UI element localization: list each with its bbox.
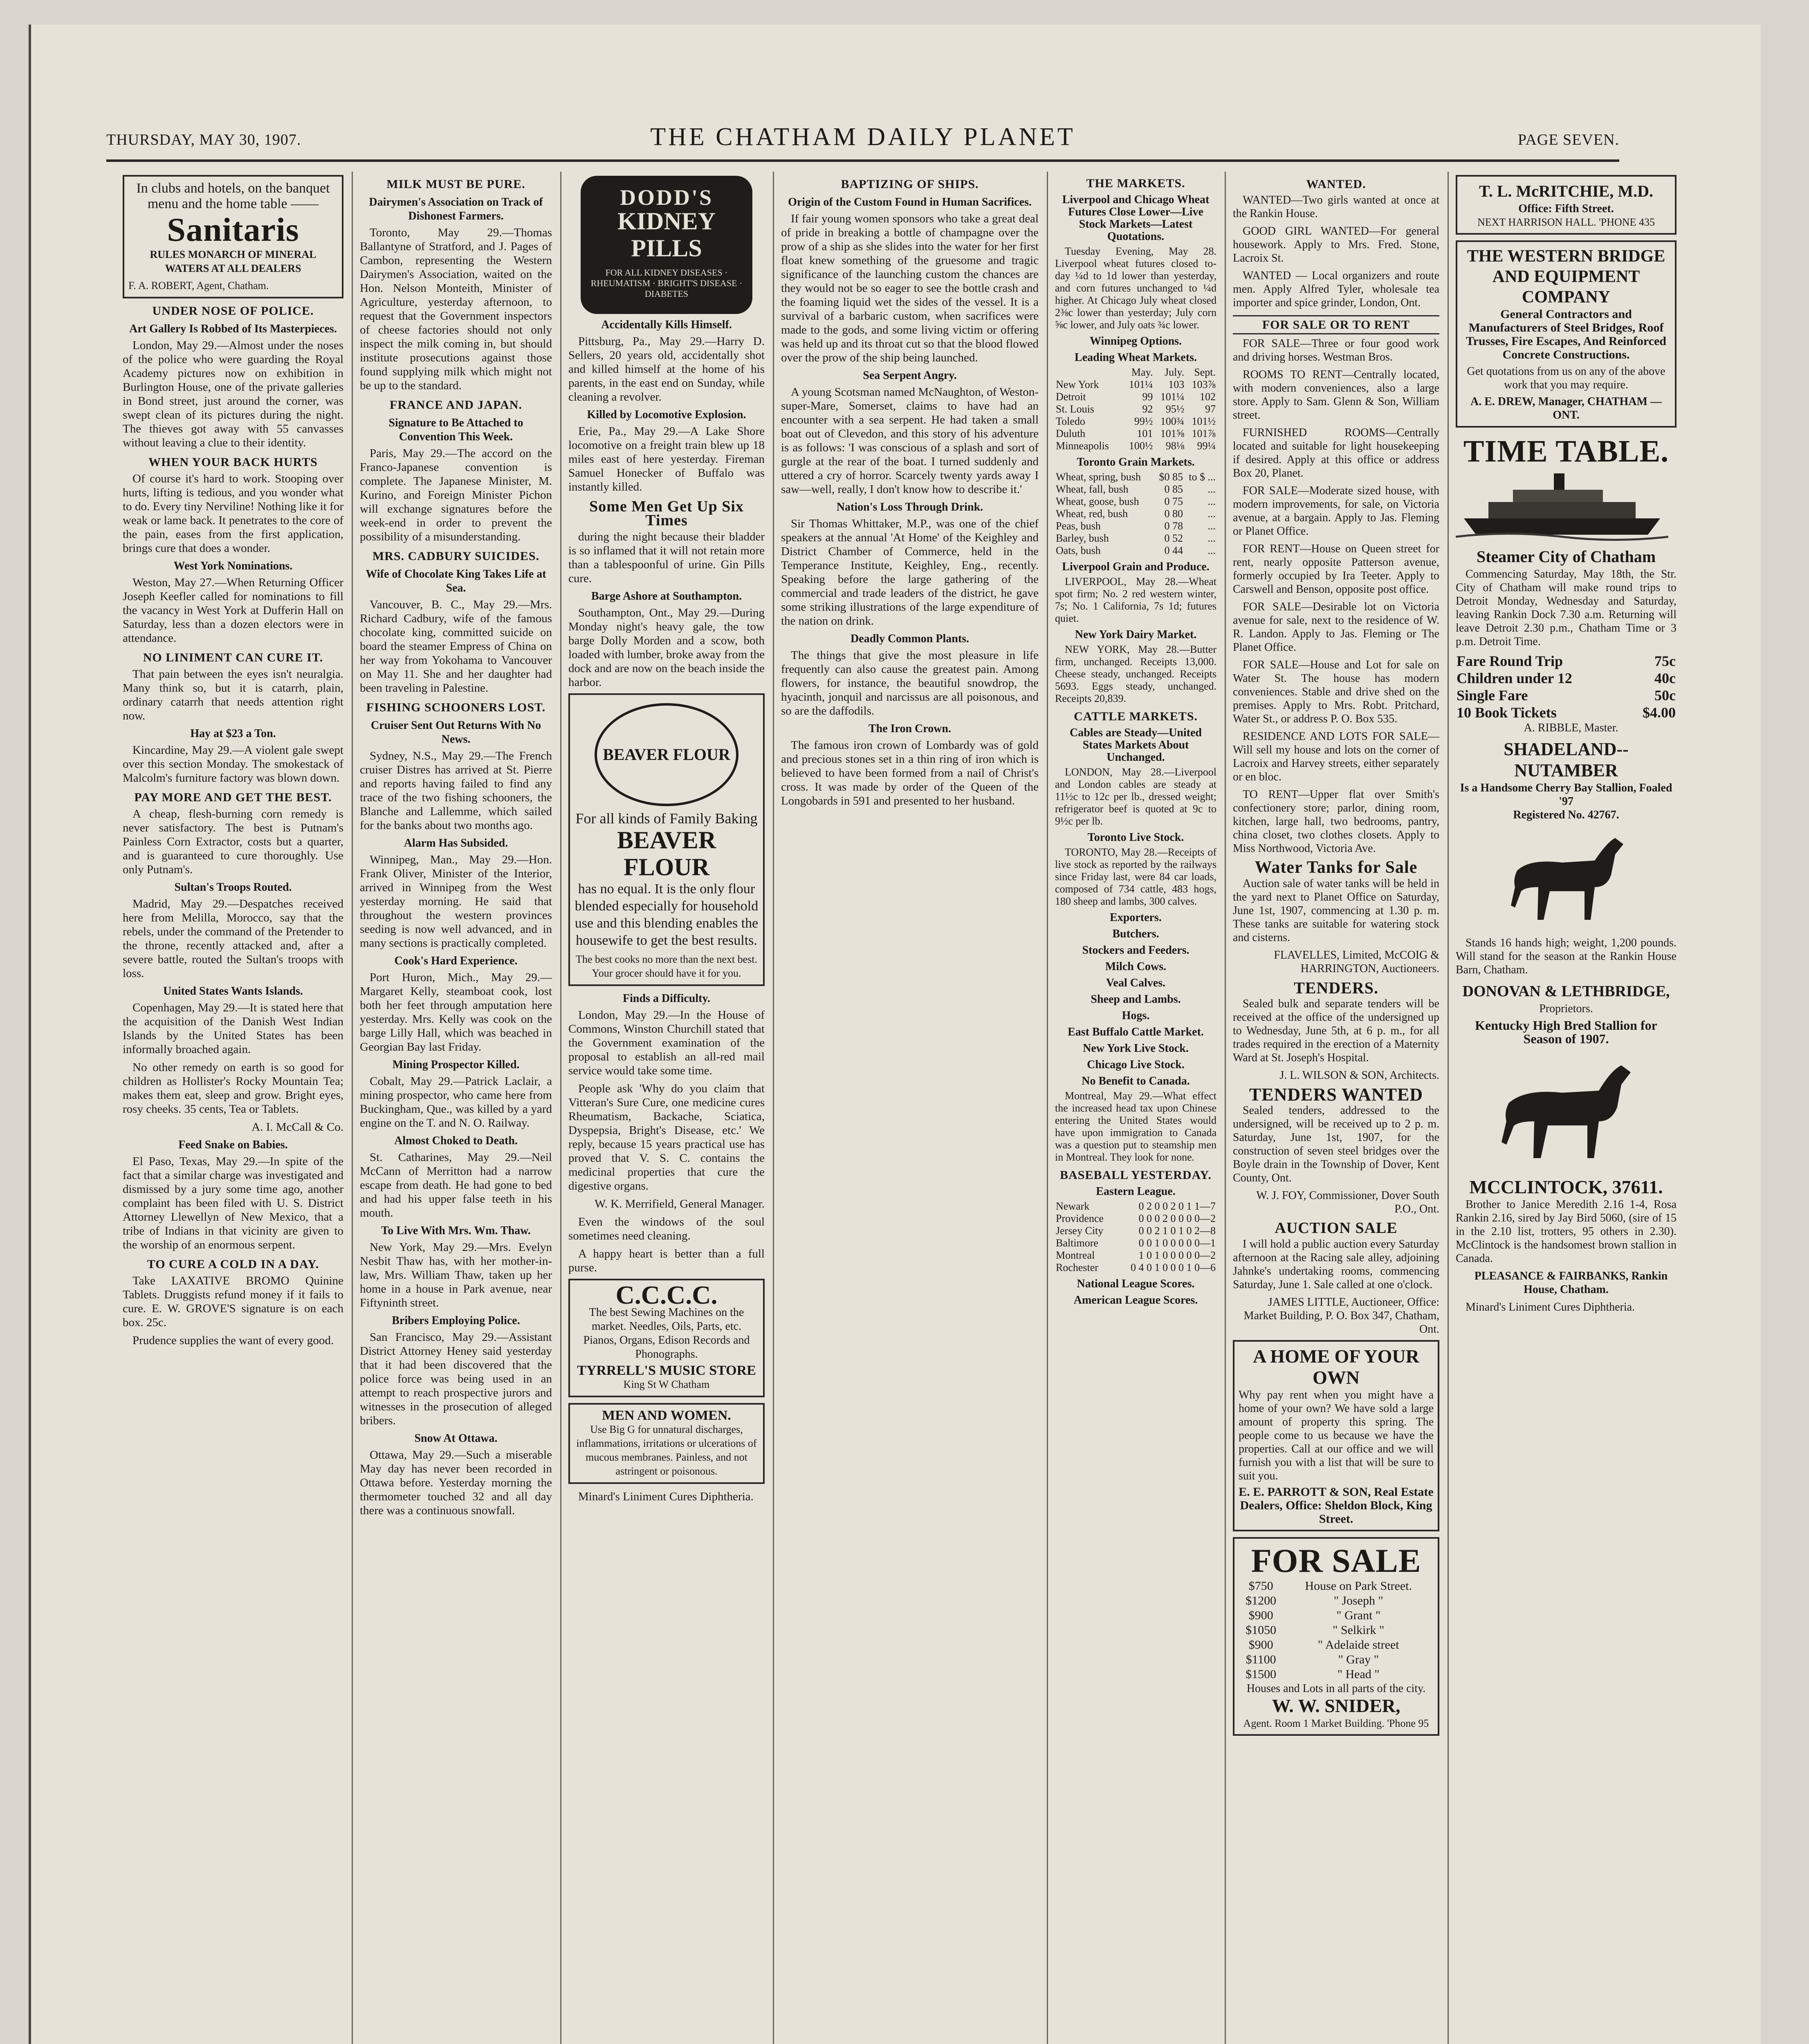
article-text: Pittsburg, Pa., May 29.—Harry D. Sellers, 20 years old, accidentally shot and killed himself at the home of his parents, in the east end on Sunday, while cleaning a revolver. bbox=[568, 335, 765, 403]
headline: Mining Prospector Killed. bbox=[392, 1058, 520, 1071]
ad-body: General Contractors and Manufacturers of Steel Bridges, Roof Trusses, Fire Escapes, And Reinforced Concrete Constructions. bbox=[1466, 307, 1666, 361]
ad-signature: A. I. McCall & Co. bbox=[251, 1121, 343, 1134]
masthead bbox=[106, 123, 1619, 162]
ad-phone: NEXT HARRISON HALL. 'PHONE 435 bbox=[1477, 216, 1655, 228]
steamer-icon bbox=[1456, 469, 1668, 543]
headline: Liverpool Grain and Produce. bbox=[1062, 560, 1210, 573]
ad-body: Brother to Janice Meredith 2.16 1-4, Rosa Rankin 2.16, sired by Jay Bird 5060, (sire of 15 in the 2.10 list, trotters, 95 others in 2.30). McClintock is the handsomest brown stallion in Canada. bbox=[1456, 1198, 1677, 1265]
subheadline: Dairymen's Association on Track of Dishonest Farmers. bbox=[369, 196, 543, 222]
headline: No Benefit to Canada. bbox=[1082, 1075, 1190, 1087]
beaver-flour-ad bbox=[568, 693, 765, 986]
table-row: $1500 " Head " bbox=[1246, 1667, 1380, 1681]
subheadline: Art Gallery Is Robbed of Its Masterpieces. bbox=[129, 323, 337, 335]
classified-ad: FOR SALE—House and Lot for sale on Water St. The house has modern conveniences. Stable and drive shed on the premises. Apply to Mrs. Robt. Pritchard, Water St., or address P. O. Box 535. bbox=[1233, 659, 1439, 725]
fares-table bbox=[1456, 652, 1677, 721]
article-text: Kincardine, May 29.—A violent gale swept over this section Monday. The smokestack of Malcolm's furniture factory was blown down. bbox=[123, 744, 343, 784]
headline: East Buffalo Cattle Market. bbox=[1068, 1026, 1204, 1038]
table-row: Detroit 99 101¼ 102 bbox=[1056, 391, 1216, 403]
classified-ad: FOR SALE—Three or four good work and driving horses. Westman Bros. bbox=[1233, 337, 1439, 363]
article-text: A happy heart is better than a full purse. bbox=[568, 1247, 765, 1274]
headline: Sultan's Troops Routed. bbox=[174, 881, 292, 894]
steamer-name: Steamer City of Chatham bbox=[1476, 547, 1656, 566]
ad-signature: FLAVELLES, Limited, McCOIG & HARRINGTON, Auctioneers. bbox=[1274, 949, 1439, 975]
headline: BASEBALL YESTERDAY. bbox=[1060, 1168, 1212, 1182]
table-row: Duluth 101 101⅝ 101⅞ bbox=[1056, 428, 1216, 439]
ad-note: Houses and Lots in all parts of the city. bbox=[1246, 1682, 1426, 1695]
headline: BAPTIZING OF SHIPS. bbox=[841, 177, 979, 191]
headline: Winnipeg Options. bbox=[1089, 335, 1182, 347]
headline: New York Dairy Market. bbox=[1075, 628, 1197, 641]
article-text: Southampton, Ont., May 29.—During Monday night's heavy gale, the tow barge Dolly Morden and a scow, both loaded with lumber, broke away from the dock and are now on the beach inside the harbor. bbox=[568, 606, 765, 689]
headline: Some Men Get Up Six Times bbox=[589, 498, 744, 529]
article-text: People ask 'Why do you claim that Vitteran's Sure Cure, one medicine cures Rheumatism, Backache, Sciatica, Dyspepsia, Bright's Disease, etc.' We reply, because 15 years practical use has proved that V. S. C. contains the medicinal properties that cure the digestive organs. bbox=[568, 1082, 765, 1192]
column-rule bbox=[773, 172, 774, 2044]
headline: Eastern League. bbox=[1096, 1185, 1176, 1198]
article-text: Copenhagen, May 29.—It is stated here that the acquisition of the Danish West Indian Islands by the United States has been informally broached again. bbox=[123, 1001, 343, 1056]
article-text: A cheap, flesh-burning corn remedy is never satisfactory. The best is Putnam's Painless Corn Extractor, costs but a quarter, and is guaranteed to cure thoroughly. Use only Putnam's. bbox=[123, 807, 343, 876]
headline: United States Wants Islands. bbox=[163, 985, 303, 997]
ad-footnote: The best cooks no more than the next best. Your grocer should have it for you. bbox=[575, 953, 758, 979]
subheadline: Cruiser Sent Out Returns With No News. bbox=[370, 719, 541, 746]
article-text: Toronto, May 29.—Thomas Ballantyne of Stratford, and J. Pages of Cambon, representing the Western Dairymen's Association, waited on the Hon. Nelson Monteith, Minister of Agriculture, yesterday afternoon, to request that the Government inspectors of cheese factories should not only inspect the milk coming in, but should institute prosecutions against those found supplying milk which might not be up to the standard. bbox=[360, 226, 552, 392]
ad-body: Use Big G for unnatural discharges, inflammations, irritations or ulcerations of mucous membranes. Painless, and not astringent or poisonous. bbox=[576, 1423, 757, 1477]
big-g-ad bbox=[568, 1403, 765, 1484]
column-rule bbox=[1225, 172, 1226, 2044]
horse-icon bbox=[1493, 826, 1640, 932]
ad-signature: W. J. FOY, Commissioner, Dover South P.O., Ont. bbox=[1256, 1189, 1439, 1215]
article-text: El Paso, Texas, May 29.—In spite of the fact that a similar charge was investigated and dismissed by a jury some time ago, another complaint has been filed with U. S. District Attorney Llewellyn of New Mexico, that a tribe of Indians in that vicinity are given to the worship of an enormous serpent. bbox=[123, 1155, 343, 1251]
headline: Cook's Hard Experience. bbox=[394, 955, 518, 967]
classified-ad: WANTED—Two girls wanted at once at the Rankin House. bbox=[1233, 194, 1439, 220]
headline: TO CURE A COLD IN A DAY. bbox=[147, 1257, 319, 1271]
ad-store: TYRRELL'S MUSIC STORE bbox=[577, 1363, 756, 1378]
table-row: Wheat, goose, bush 0 75 ... bbox=[1056, 495, 1216, 507]
table-row: Children under 12 40c bbox=[1457, 670, 1676, 686]
article-text: Take LAXATIVE BROMO Quinine Tablets. Druggists refund money if it fails to cure. E. W. GROVE'S signature is on each box. 25c. bbox=[123, 1274, 343, 1329]
table-row: Baltimore 0 0 1 0 0 0 0 0—1 bbox=[1056, 1237, 1216, 1249]
article-text: Sydney, N.S., May 29.—The French cruiser Distres has arrived at St. Pierre and reports having failed to find any trace of the two fishing schooners, the Blanche and Lallemme, which sailed for the banks about two months ago. bbox=[360, 749, 552, 832]
subheadline: Wife of Chocolate King Takes Life at Sea. bbox=[366, 568, 546, 594]
table-row: Toledo 99½ 100¾ 101½ bbox=[1056, 415, 1216, 427]
ad-headline: Kentucky High Bred Stallion for Season of 1907. bbox=[1475, 1018, 1657, 1046]
houses-table bbox=[1239, 1579, 1434, 1682]
table-row: Montreal 1 0 1 0 0 0 0 0—2 bbox=[1056, 1249, 1216, 1261]
ad-body: Why pay rent when you might have a home of your own? We have sold a large amount of property this spring. The people come to us because we have the properties. Call at our office and we will furnish you with a list that will be sure to suit you. bbox=[1239, 1389, 1434, 1482]
ad-brand: DODD'S bbox=[619, 185, 714, 210]
table-row: Fare Round Trip 75c bbox=[1457, 653, 1676, 669]
ad-lead: In clubs and hotels, on the banquet menu and the home table —— bbox=[136, 181, 330, 211]
column-rule bbox=[1047, 172, 1048, 2044]
article-text: LIVERPOOL, May 28.—Wheat spot firm; No. 2 red western winter, 7s; No. 1 California, 7s 1d; futures quiet. bbox=[1055, 576, 1216, 624]
ad-product: KIDNEY PILLS bbox=[617, 208, 716, 262]
ad-address: Office: Fifth Street. bbox=[1518, 202, 1614, 215]
headline: Accidentally Kills Himself. bbox=[601, 318, 732, 331]
table-row: $1050 " Selkirk " bbox=[1246, 1623, 1385, 1637]
ad-signature: JAMES LITTLE, Auctioneer, Office: Market Building, P. O. Box 347, Chatham, Ont. bbox=[1243, 1296, 1439, 1336]
ad-body: I will hold a public auction every Saturday afternoon at the Racing sale alley, adjoining Jahnke's undertaking rooms, commencing Saturday, June 1. Sale called at one o'clock. bbox=[1233, 1238, 1439, 1291]
ad-headline: TENDERS. bbox=[1294, 979, 1378, 997]
article-text: The famous iron crown of Lombardy was of gold and precious stones set in a thin ring of iron which is believed to have been formed from a nail of Christ's cross. It was made by order of the Queen of the Longobards in 591 and presented to her husband. bbox=[781, 739, 1039, 807]
for-sale-ad bbox=[1233, 1537, 1439, 1736]
article-text: Minard's Liniment Cures Diphtheria. bbox=[578, 1490, 754, 1503]
ad-agent: W. W. SNIDER, bbox=[1272, 1695, 1401, 1716]
western-bridge-ad bbox=[1456, 240, 1677, 428]
ad-body: has no equal. It is the only flour blended especially for household use and this blending enables the housewife to get the best results. bbox=[575, 881, 759, 948]
article-text: St. Catharines, May 29.—Neil McCann of Merritton had a narrow escape from death. He had gone to bed and had his upper false teeth in his mouth. bbox=[360, 1151, 552, 1219]
headline: Toronto Grain Markets. bbox=[1077, 456, 1195, 468]
classified-ad: FOR RENT—House on Queen street for rent, nearly opposite Patterson avenue, formerly occupied by Ira Teeter. Apply to Carswell and Benson, opposite post office. bbox=[1233, 542, 1439, 596]
table-row: Wheat, spring, bush $0 85 to $ ... bbox=[1056, 471, 1216, 483]
ad-headline: DONOVAN & LETHBRIDGE, bbox=[1462, 983, 1670, 1000]
subheadline: Signature to Be Attached to Convention This Week. bbox=[388, 417, 523, 443]
ad-brand: C.C.C.C. bbox=[615, 1280, 718, 1309]
ad-tagline: RULES MONARCH OF MINERAL WATERS AT ALL DEALERS bbox=[150, 249, 316, 274]
table-row: Wheat, red, bush 0 80 ... bbox=[1056, 508, 1216, 520]
headline: Deadly Common Plants. bbox=[850, 632, 970, 645]
ad-headline: TENDERS WANTED bbox=[1249, 1085, 1423, 1105]
column-4 bbox=[781, 172, 1039, 2044]
column-2 bbox=[360, 172, 552, 2044]
headline: The Iron Crown. bbox=[868, 722, 951, 735]
article-text: Weston, May 27.—When Returning Officer Joseph Keefler called for nominations to fill the vacancy in West York at Dufferin Hall on Saturday, less than a dozen electors were in attendance. bbox=[123, 576, 343, 645]
ad-signature: W. K. Merrifield, General Manager. bbox=[594, 1197, 765, 1210]
headline: Sheep and Lambs. bbox=[1091, 993, 1181, 1006]
table-row: Jersey City 0 0 2 1 0 1 0 2—8 bbox=[1056, 1225, 1216, 1237]
sanitaris-ad bbox=[123, 175, 343, 298]
table-header: Sept. bbox=[1194, 366, 1216, 378]
ad-headline: MEN AND WOMEN. bbox=[602, 1408, 731, 1423]
classified-ad: GOOD GIRL WANTED—For general housework. Apply to Mrs. Fred. Stone, Lacroix St. bbox=[1233, 225, 1439, 264]
ad-headline: A HOME OF YOUR OWN bbox=[1253, 1346, 1419, 1388]
newspaper-title: THE CHATHAM DAILY PLANET bbox=[650, 123, 1075, 151]
article-text: LONDON, May 28.—Liverpool and London cables are steady at 11½c to 12c per lb., dressed weight; refrigerator beef is quoted at 9c to 9½c per lb. bbox=[1055, 766, 1216, 827]
classified-ad: ROOMS TO RENT—Centrally located, with modern conveniences, also a large store. Apply to Sam. Glenn & Son, William street. bbox=[1233, 368, 1439, 421]
column-6 bbox=[1233, 172, 1439, 2044]
ad-brand: Sanitaris bbox=[167, 211, 299, 248]
headline: Exporters. bbox=[1110, 911, 1162, 924]
mcritchie-card bbox=[1456, 175, 1677, 235]
classified-ad: FOR SALE—Moderate sized house, with modern improvements, for sale, on Victoria avenue, at a bargain. Apply to Jas. Fleming or Planet Office. bbox=[1233, 484, 1439, 538]
ad-tagline: FOR ALL KIDNEY DISEASES · RHEUMATISM · BRIGHT'S DISEASE · DIABETES bbox=[590, 267, 743, 299]
table-row: Newark 0 2 0 0 2 0 1 1—7 bbox=[1056, 1200, 1216, 1212]
stallion-name: MCCLINTOCK, 37611. bbox=[1469, 1177, 1663, 1197]
article-text: If fair young women sponsors who take a great deal of pride in breaking a bottle of champagne over the prow of a ship as she slides into the water for her first float knew something of the gruesome and tragic significance of the launching custom the chances are they would not be so eager to see the bottle crash and the foaming liquid wet the sides of the vessel. It is a survival of a barbaric custom, when sacrifices were made to the gods, and some living victim or offering was held up and its throat cut so that the blood flowed over the prow of the ship being launched. bbox=[781, 212, 1039, 364]
ad-address: King St W Chatham bbox=[623, 1378, 710, 1390]
ad-signature: J. L. WILSON & SON, Architects. bbox=[1279, 1069, 1439, 1082]
headline: National League Scores. bbox=[1077, 1278, 1195, 1290]
headline: American League Scores. bbox=[1073, 1294, 1198, 1307]
classified-ad: FURNISHED ROOMS—Centrally located and suitable for light housekeeping if desired. Apply at this office or address Box 20, Planet. bbox=[1233, 426, 1439, 480]
headline: Barge Ashore at Southampton. bbox=[591, 590, 742, 603]
stallion-heading: SHADELAND--NUTAMBER bbox=[1504, 739, 1629, 780]
timetable-heading: TIME TABLE. bbox=[1463, 434, 1669, 468]
article-text: NEW YORK, May 28.—Butter firm, unchanged. Receipts 13,000. Cheese steady, unchanged. Receipts 5693. Eggs steady, unchanged. Receipts 20,839. bbox=[1055, 643, 1216, 704]
headline: UNDER NOSE OF POLICE. bbox=[152, 304, 314, 318]
ad-name: T. L. McRITCHIE, M.D. bbox=[1479, 182, 1653, 200]
stallion-subheading: Is a Handsome Cherry Bay Stallion, Foaled '97 bbox=[1460, 782, 1672, 808]
ad-body: Stands 16 hands high; weight, 1,200 pounds. Will stand for the season at the Rankin House Barn, Chatham. bbox=[1456, 937, 1677, 976]
article-text: Montreal, May 29.—What effect the increased head tax upon Chinese entering the United States would have upon immigration to Canada was a question put to steamship men in Montreal. They look for none. bbox=[1055, 1090, 1216, 1163]
article-text: Madrid, May 29.—Despatches received here from Melilla, Morocco, say that the rebels, under the command of the Pretender to the throne, recently attacked and, after a severe battle, routed the Sultan's troops with loss. bbox=[123, 897, 343, 980]
article-text: No other remedy on earth is so good for children as Hollister's Rocky Mountain Tea; makes them eat, sleep and grow. Bright eyes, rosy cheeks. 35 cents, Tea or Tablets. bbox=[123, 1061, 343, 1116]
table-row: 10 Book Tickets $4.00 bbox=[1457, 704, 1676, 721]
page-number: PAGE SEVEN. bbox=[1517, 131, 1619, 148]
table-row: New York 101¼ 103 103⅞ bbox=[1056, 379, 1216, 390]
ad-body: Sealed bulk and separate tenders will be received at the office of the undersigned up to Wednesday, June 5th, at 6 p. m., for all trades required in the erection of a Maternity Ward at St. Joseph's Hospital. bbox=[1233, 997, 1439, 1064]
column-rule bbox=[1448, 172, 1449, 2044]
headline: Nation's Loss Through Drink. bbox=[836, 501, 983, 513]
column-3 bbox=[568, 172, 765, 2044]
ad-lead: For all kinds of Family Baking bbox=[575, 810, 758, 827]
ad-signature: A. RIBBLE, Master. bbox=[1524, 722, 1618, 734]
ad-note: Get quotations from us on any of the above work that you may require. bbox=[1467, 365, 1665, 391]
article-text: Ottawa, May 29.—Such a miserable May day has never been recorded in Ottawa before. Yesterday morning the thermometer touched 32 and all day there was a continuous snowfall. bbox=[360, 1448, 552, 1517]
cccc-sewing-ad bbox=[568, 1279, 765, 1397]
classified-ad: TO RENT—Upper flat over Smith's confectionery store; parlor, dining room, kitchen, large hall, two bedrooms, pantry, china closet, two clothes closets. Apply to Miss Northwood, Victoria Ave. bbox=[1233, 788, 1439, 855]
article-text: Erie, Pa., May 29.—A Lake Shore locomotive on a freight train blew up 18 miles east of here yesterday. Fireman Samuel Honecker of Buffalo was instantly killed. bbox=[568, 425, 765, 493]
article-text: Minard's Liniment Cures Diphtheria. bbox=[1466, 1301, 1635, 1313]
ad-headline: AUCTION SALE bbox=[1275, 1219, 1398, 1237]
headline: Killed by Locomotive Explosion. bbox=[587, 408, 746, 421]
headline: Milch Cows. bbox=[1105, 960, 1167, 973]
column-7 bbox=[1456, 172, 1677, 2044]
headline: Bribers Employing Police. bbox=[392, 1314, 520, 1327]
table-row: $1200 " Joseph " bbox=[1246, 1594, 1383, 1607]
ad-body: The best Sewing Machines on the market. Needles, Oils, Parts, etc. Pianos, Organs, Edison Records and Phonographs. bbox=[583, 1306, 750, 1360]
headline: PAY MORE AND GET THE BEST. bbox=[134, 791, 332, 804]
table-row: Minneapolis 100½ 98⅛ 99¼ bbox=[1056, 440, 1216, 452]
subheadline: Cables are Steady—United States Markets About Unchanged. bbox=[1069, 726, 1202, 764]
ad-subheading: Proprietors. bbox=[1539, 1002, 1593, 1015]
headline: Snow At Ottawa. bbox=[414, 1432, 498, 1445]
table-row: Providence 0 0 0 2 0 0 0 0—2 bbox=[1056, 1213, 1216, 1224]
article-text: San Francisco, May 29.—Assistant District Attorney Heney said yesterday that it had been discovered that the police force was being used in an attempt to reach prospective jurors and witnesses in the prosecution of alleged bribers. bbox=[360, 1331, 552, 1427]
article-text: Sir Thomas Whittaker, M.P., was one of the chief speakers at the annual 'At Home' of the Keighley and District Chamber of Commerce, held in the Temperance Institute, Keighley, Eng., recently. Speaking before the large gathering of the commercial and trade leaders of the district, he gave some striking illustrations of the large expenditure of the nation on drink. bbox=[781, 517, 1039, 628]
table-row: Single Fare 50c bbox=[1457, 687, 1676, 704]
subheadline: Origin of the Custom Found in Human Sacrifices. bbox=[788, 196, 1032, 208]
article-text: Vancouver, B. C., May 29.—Mrs. Richard Cadbury, wife of the famous chocolate king, committed suicide on board the steamer Empress of China on her way from Yokohama to Vancouver on May 11. She and her daughter had been traveling in Palestine. bbox=[360, 598, 552, 695]
table-row: Oats, bush 0 44 ... bbox=[1056, 545, 1216, 556]
table-row: St. Louis 92 95½ 97 bbox=[1056, 403, 1216, 415]
stallion-registration: Registered No. 42767. bbox=[1513, 809, 1619, 821]
table-row: Wheat, fall, bush 0 85 ... bbox=[1056, 483, 1216, 495]
ad-address: Agent. Room 1 Market Building. 'Phone 95 bbox=[1243, 1717, 1429, 1729]
article-text: Paris, May 29.—The accord on the Franco-Japanese convention is complete. The Japanese Minister, M. Kurino, and Foreign Minister Pichon will exchange signatures before the week-end in order to prevent the possibility of a misunderstanding. bbox=[360, 447, 552, 543]
table-header: May. bbox=[1131, 366, 1153, 378]
article-text: The things that give the most pleasure in life frequently can also cause the greatest pain. Among flowers, for instance, the beautiful snowdrop, the hyacinth, jonquil and narcissus are all poisonous, and so are the daffodils. bbox=[781, 649, 1039, 717]
column-5 bbox=[1055, 172, 1216, 2044]
table-row: $900 " Grant " bbox=[1248, 1609, 1381, 1622]
headline: NO LINIMENT CAN CURE IT. bbox=[143, 651, 323, 664]
headline: Alarm Has Subsided. bbox=[404, 837, 508, 849]
article-text: Port Huron, Mich., May 29.—Margaret Kelly, steamboat cook, lost both her feet through amputation here yesterday. Mrs. Kelly was cook on the barge Lilly Hall, which was beached in Georgian Bay last Friday. bbox=[360, 971, 552, 1053]
headline: Feed Snake on Babies. bbox=[178, 1139, 288, 1151]
ad-brand: THE WESTERN BRIDGE AND EQUIPMENT COMPANY bbox=[1467, 247, 1665, 307]
table-header bbox=[1055, 366, 1122, 379]
subheadline: Liverpool and Chicago Wheat Futures Close Lower—Live Stock Markets—Latest Quotations. bbox=[1062, 193, 1210, 243]
grain-markets-table bbox=[1055, 471, 1216, 557]
headline: MRS. CADBURY SUICIDES. bbox=[372, 549, 540, 563]
headline: MILK MUST BE PURE. bbox=[386, 177, 525, 191]
ad-body: Commencing Saturday, May 18th, the Str. City of Chatham will make round trips to Detroit Monday, Wednesday and Saturday, leaving Rankin Dock 7.30 a.m. Returning will leave Detroit 2.30 p.m., Chatham Time or 3 p.m. Detroit Time. bbox=[1456, 568, 1677, 648]
beaver-flour-emblem-icon: BEAVER FLOUR bbox=[595, 703, 738, 806]
article-text: during the night because their bladder is so inflamed that it will not retain more than a tablespoonful of urine. Gin Pills cure. bbox=[568, 530, 765, 585]
headline: Almost Choked to Death. bbox=[394, 1134, 518, 1147]
column-1 bbox=[123, 172, 343, 2044]
issue-date: THURSDAY, MAY 30, 1907. bbox=[106, 131, 301, 148]
column-rule bbox=[560, 172, 561, 2044]
headline: West York Nominations. bbox=[173, 560, 293, 572]
table-row: $750 House on Park Street. bbox=[1248, 1579, 1412, 1593]
home-of-your-own-ad bbox=[1233, 1340, 1439, 1531]
article-text: Even the windows of the soul sometimes need cleaning. bbox=[568, 1215, 765, 1242]
article-text: Winnipeg, Man., May 29.—Hon. Frank Oliver, Minister of the Interior, arrived in Winnipeg from the West yesterday morning. He said that throughout the western provinces seeding is now well advanced, and in many sections is practically completed. bbox=[360, 853, 552, 950]
headline: Butchers. bbox=[1112, 928, 1159, 940]
headline: FISHING SCHOONERS LOST. bbox=[366, 701, 546, 714]
headline: Toronto Live Stock. bbox=[1087, 831, 1184, 844]
headline: Veal Calves. bbox=[1106, 977, 1166, 989]
ad-signature: E. E. PARROTT & SON, Real Estate Dealers, Office: Sheldon Block, King Street. bbox=[1239, 1485, 1434, 1526]
headline: WHEN YOUR BACK HURTS bbox=[148, 455, 318, 469]
headline: Finds a Difficulty. bbox=[623, 992, 710, 1005]
table-row: $1100 " Gray " bbox=[1246, 1653, 1379, 1666]
article-text: Prudence supplies the want of every good. bbox=[132, 1334, 334, 1347]
article-text: Tuesday Evening, May 28. Liverpool wheat futures closed to-day ¼d to 1d lower than yesterday, and corn futures unchanged to ¼d higher. At Chicago July wheat closed 2⅜c lower than yesterday; July corn ⅝c lower, and July oats ¾c lower. bbox=[1055, 245, 1216, 331]
ad-body: Sealed tenders, addressed to the undersigned, will be received up to 2 p. m. Saturday, June 1st, 1907, for the construction of seven steel bridges over the Boyle drain in the Township of Dover, Kent County, Ont. bbox=[1233, 1104, 1439, 1184]
headline: Sea Serpent Angry. bbox=[863, 369, 957, 382]
classified-ad: RESIDENCE AND LOTS FOR SALE—Will sell my house and lots on the corner of Lacroix and Harvey streets, either separately or en bloc. bbox=[1233, 730, 1439, 783]
table-row: Barley, bush 0 52 ... bbox=[1056, 532, 1216, 544]
article-text: A young Scotsman named McNaughton, of Weston-super-Mare, Somerset, claims to have had an encounter with a sea serpent. He had taken a small boat out of Clevedon, and this story of his adventure is as follows: 'I was conscious of a splash and sort of gurgle at the rear of the boat. I turned suddenly and uttered a cry of horror. Scarcely twenty yards away I saw—well, really, I don't know how to describe it.' bbox=[781, 385, 1039, 496]
article-text: TORONTO, May 28.—Receipts of live stock as reported by the railways since Friday last, were 84 car loads, composed of 734 cattle, 483 hogs, 180 sheep and lambs, 300 calves. bbox=[1055, 846, 1216, 907]
headline: Hogs. bbox=[1122, 1009, 1150, 1022]
dodds-kidney-pills-ad bbox=[581, 176, 752, 314]
article-text: New York, May 29.—Mrs. Evelyn Nesbit Thaw has, with her mother-in-law, Mrs. William Thaw, taken up her home in a house in Park avenue, near Fiftyninth street. bbox=[360, 1241, 552, 1309]
section-heading: FOR SALE OR TO RENT bbox=[1233, 315, 1439, 334]
table-row: Rochester 0 4 0 1 0 0 0 1 0—6 bbox=[1056, 1262, 1216, 1273]
wheat-markets-table bbox=[1055, 366, 1216, 452]
ad-headline: FOR SALE bbox=[1251, 1542, 1421, 1579]
headline: Leading Wheat Markets. bbox=[1075, 351, 1197, 364]
headline: Hay at $23 a Ton. bbox=[190, 727, 276, 740]
headline: THE MARKETS. bbox=[1086, 177, 1185, 190]
table-row: Peas, bush 0 78 ... bbox=[1056, 520, 1216, 532]
article-text: That pain between the eyes isn't neuralgia. Many think so, but it is catarrh, plain, ordinary catarrh that needs attention right now. bbox=[123, 668, 343, 722]
ad-headline: Water Tanks for Sale bbox=[1255, 858, 1418, 877]
horse-icon bbox=[1480, 1050, 1652, 1172]
table-header: July. bbox=[1165, 366, 1185, 378]
headline: Chicago Live Stock. bbox=[1087, 1058, 1185, 1071]
ad-agent: F. A. ROBERT, Agent, Chatham. bbox=[128, 280, 269, 291]
ad-signature: A. E. DREW, Manager, CHATHAM — ONT. bbox=[1470, 395, 1662, 421]
classified-ad: FOR SALE—Desirable lot on Victoria avenue for sale, next to the residence of W. R. Landon. Apply to Jas. Fleming or The Planet Office. bbox=[1233, 601, 1439, 654]
baseball-scores-table bbox=[1055, 1200, 1216, 1274]
headline: New York Live Stock. bbox=[1083, 1042, 1189, 1055]
article-text: London, May 29.—Almost under the noses of the police who were guarding the Royal Academy pictures now on exhibition in Burlington House, one of the private galleries in Bond street, just around the corner, was swept clean of its pictures during the night. The thieves got away with 55 canvasses without leaving a clue to their identity. bbox=[123, 339, 343, 449]
column-rule bbox=[352, 172, 353, 2044]
ad-body: Auction sale of water tanks will be held in the yard next to Planet Office on Saturday, June 1st, 1907, commencing at 1.30 p. m. These tanks are suitable for watering stock and cisterns. bbox=[1233, 877, 1439, 944]
table-row: $900 " Adelaide street bbox=[1248, 1638, 1399, 1652]
headline: To Live With Mrs. Wm. Thaw. bbox=[381, 1224, 531, 1237]
article-text: Cobalt, May 29.—Patrick Laclair, a mining prospector, who came here from Buckingham, Que., was killed by a yard engine on the T. and N. O. Railway. bbox=[360, 1075, 552, 1130]
article-text: London, May 29.—In the House of Commons, Winston Churchill stated that the Government examination of the proposal to establish an all-red mail service would take some time. bbox=[568, 1009, 765, 1077]
classified-ad: WANTED — Local organizers and route men. Apply Alfred Tyler, wholesale tea importer and spice grinder, London, Ont. bbox=[1233, 269, 1439, 309]
ad-signature: PLEASANCE & FAIRBANKS, Rankin House, Chatham. bbox=[1474, 1270, 1668, 1296]
ad-brand: BEAVER FLOUR bbox=[617, 827, 716, 881]
article-text: Of course it's hard to work. Stooping over hurts, lifting is tedious, and you wonder what to do. Every tiny Nerviline! Nothing like it for weak or lame back. It penetrates to the core of the pain, eases from the first application, brings cure that does a wonder. bbox=[123, 472, 343, 555]
section-heading: WANTED. bbox=[1306, 177, 1366, 191]
headline: FRANCE AND JAPAN. bbox=[390, 398, 522, 412]
headline: Stockers and Feeders. bbox=[1082, 944, 1190, 957]
headline: CATTLE MARKETS. bbox=[1074, 710, 1198, 723]
